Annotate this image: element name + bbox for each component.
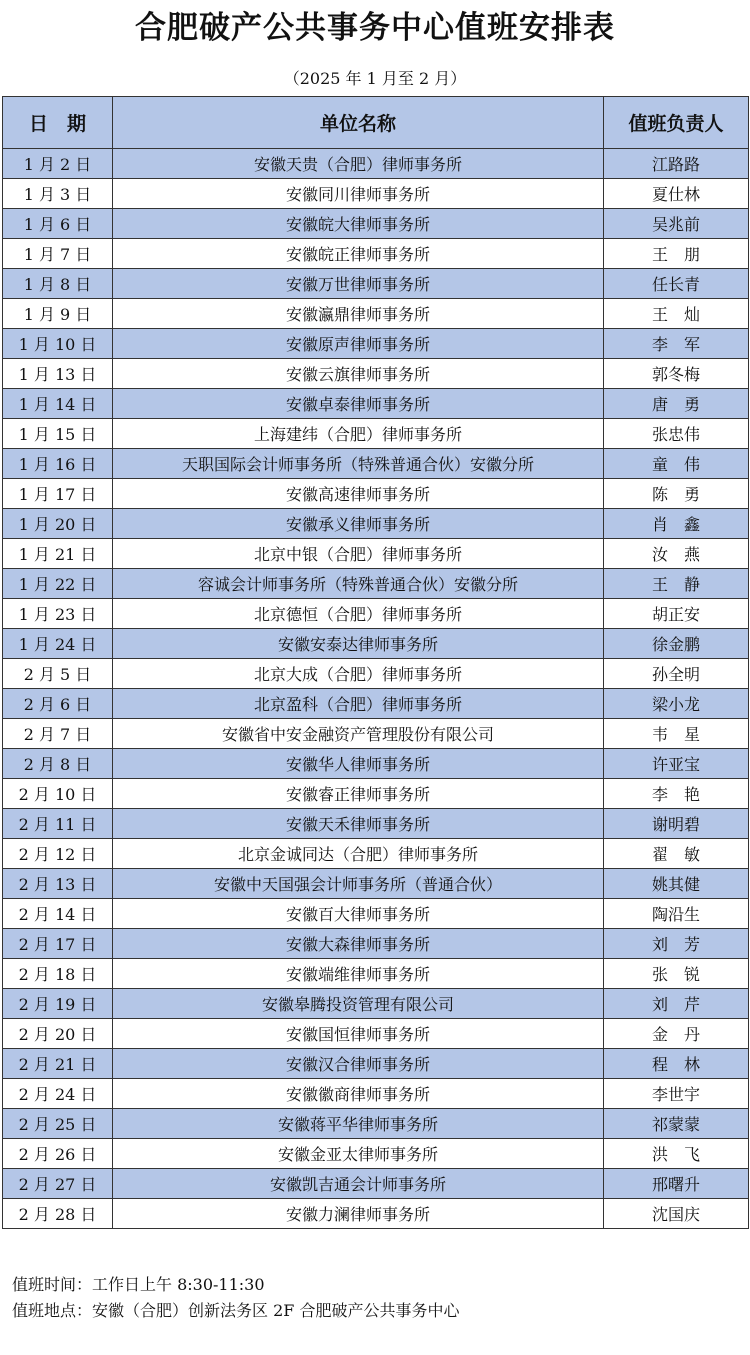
cell-duty-person: 张 锐 bbox=[604, 959, 749, 989]
cell-duty-person: 夏仕林 bbox=[604, 179, 749, 209]
table-body bbox=[3, 149, 749, 1229]
cell-date: 1 月 7 日 bbox=[3, 239, 113, 269]
cell-date: 1 月 15 日 bbox=[3, 419, 113, 449]
table-row bbox=[3, 749, 749, 779]
table-row bbox=[3, 1049, 749, 1079]
cell-unit-name: 安徽皖正律师事务所 bbox=[113, 239, 604, 269]
cell-duty-person: 汝 燕 bbox=[604, 539, 749, 569]
cell-date: 1 月 21 日 bbox=[3, 539, 113, 569]
cell-unit-name: 安徽瀛鼎律师事务所 bbox=[113, 299, 604, 329]
cell-date: 2 月 26 日 bbox=[3, 1139, 113, 1169]
cell-duty-person: 王 静 bbox=[604, 569, 749, 599]
header-unit-name: 单位名称 bbox=[113, 97, 604, 149]
cell-unit-name: 安徽天贵（合肥）律师事务所 bbox=[113, 149, 604, 179]
cell-date: 1 月 2 日 bbox=[3, 149, 113, 179]
cell-duty-person: 谢明碧 bbox=[604, 809, 749, 839]
cell-date: 2 月 7 日 bbox=[3, 719, 113, 749]
cell-unit-name: 安徽同川律师事务所 bbox=[113, 179, 604, 209]
cell-date: 2 月 14 日 bbox=[3, 899, 113, 929]
cell-duty-person: 张忠伟 bbox=[604, 419, 749, 449]
cell-duty-person: 陶沿生 bbox=[604, 899, 749, 929]
cell-date: 2 月 25 日 bbox=[3, 1109, 113, 1139]
cell-duty-person: 任长青 bbox=[604, 269, 749, 299]
header-duty-person: 值班负责人 bbox=[604, 97, 749, 149]
cell-duty-person: 吴兆前 bbox=[604, 209, 749, 239]
cell-unit-name: 安徽国恒律师事务所 bbox=[113, 1019, 604, 1049]
duty-place-note: 值班地点：安徽（合肥）创新法务区 2F 合肥破产公共事务中心 bbox=[12, 1301, 460, 1320]
cell-duty-person: 许亚宝 bbox=[604, 749, 749, 779]
table-row bbox=[3, 299, 749, 329]
cell-duty-person: 祁蒙蒙 bbox=[604, 1109, 749, 1139]
cell-unit-name: 安徽万世律师事务所 bbox=[113, 269, 604, 299]
table-header-row bbox=[3, 97, 749, 149]
cell-date: 1 月 14 日 bbox=[3, 389, 113, 419]
cell-unit-name: 北京大成（合肥）律师事务所 bbox=[113, 659, 604, 689]
cell-unit-name: 安徽卓泰律师事务所 bbox=[113, 389, 604, 419]
cell-date: 1 月 10 日 bbox=[3, 329, 113, 359]
cell-unit-name: 安徽承义律师事务所 bbox=[113, 509, 604, 539]
cell-unit-name: 安徽金亚太律师事务所 bbox=[113, 1139, 604, 1169]
cell-duty-person: 程 林 bbox=[604, 1049, 749, 1079]
cell-unit-name: 安徽睿正律师事务所 bbox=[113, 779, 604, 809]
page-subtitle: （2025 年 1 月至 2 月） bbox=[283, 69, 467, 88]
cell-date: 2 月 20 日 bbox=[3, 1019, 113, 1049]
cell-unit-name: 北京德恒（合肥）律师事务所 bbox=[113, 599, 604, 629]
table-row bbox=[3, 209, 749, 239]
cell-duty-person: 沈国庆 bbox=[604, 1199, 749, 1229]
cell-duty-person: 翟 敏 bbox=[604, 839, 749, 869]
cell-date: 1 月 17 日 bbox=[3, 479, 113, 509]
table-row bbox=[3, 809, 749, 839]
cell-date: 2 月 18 日 bbox=[3, 959, 113, 989]
table-row bbox=[3, 929, 749, 959]
cell-unit-name: 安徽省中安金融资产管理股份有限公司 bbox=[113, 719, 604, 749]
duty-schedule-table bbox=[2, 96, 749, 1229]
cell-date: 1 月 6 日 bbox=[3, 209, 113, 239]
table-row bbox=[3, 479, 749, 509]
cell-date: 2 月 24 日 bbox=[3, 1079, 113, 1109]
cell-date: 2 月 13 日 bbox=[3, 869, 113, 899]
cell-unit-name: 北京盈科（合肥）律师事务所 bbox=[113, 689, 604, 719]
cell-date: 2 月 28 日 bbox=[3, 1199, 113, 1229]
table-row bbox=[3, 629, 749, 659]
table-row bbox=[3, 689, 749, 719]
table-row bbox=[3, 1199, 749, 1229]
cell-duty-person: 李 艳 bbox=[604, 779, 749, 809]
cell-unit-name: 安徽安泰达律师事务所 bbox=[113, 629, 604, 659]
cell-duty-person: 刘 芹 bbox=[604, 989, 749, 1019]
table-row bbox=[3, 389, 749, 419]
cell-unit-name: 安徽力澜律师事务所 bbox=[113, 1199, 604, 1229]
table-row bbox=[3, 179, 749, 209]
cell-date: 1 月 13 日 bbox=[3, 359, 113, 389]
cell-duty-person: 唐 勇 bbox=[604, 389, 749, 419]
table-row bbox=[3, 1139, 749, 1169]
cell-duty-person: 童 伟 bbox=[604, 449, 749, 479]
cell-duty-person: 李世宇 bbox=[604, 1079, 749, 1109]
cell-duty-person: 王 朋 bbox=[604, 239, 749, 269]
cell-unit-name: 上海建纬（合肥）律师事务所 bbox=[113, 419, 604, 449]
cell-date: 2 月 6 日 bbox=[3, 689, 113, 719]
cell-duty-person: 肖 鑫 bbox=[604, 509, 749, 539]
table-row bbox=[3, 419, 749, 449]
table-row bbox=[3, 449, 749, 479]
cell-date: 2 月 21 日 bbox=[3, 1049, 113, 1079]
table-row bbox=[3, 569, 749, 599]
cell-unit-name: 安徽天禾律师事务所 bbox=[113, 809, 604, 839]
cell-date: 2 月 17 日 bbox=[3, 929, 113, 959]
table-row bbox=[3, 719, 749, 749]
cell-date: 2 月 8 日 bbox=[3, 749, 113, 779]
cell-duty-person: 洪 飞 bbox=[604, 1139, 749, 1169]
cell-duty-person: 陈 勇 bbox=[604, 479, 749, 509]
cell-unit-name: 安徽凯吉通会计师事务所 bbox=[113, 1169, 604, 1199]
cell-unit-name: 安徽中天国强会计师事务所（普通合伙） bbox=[113, 869, 604, 899]
cell-unit-name: 安徽皋腾投资管理有限公司 bbox=[113, 989, 604, 1019]
table-row bbox=[3, 779, 749, 809]
cell-unit-name: 安徽高速律师事务所 bbox=[113, 479, 604, 509]
table-row bbox=[3, 1079, 749, 1109]
cell-duty-person: 李 军 bbox=[604, 329, 749, 359]
cell-duty-person: 郭冬梅 bbox=[604, 359, 749, 389]
table-row bbox=[3, 239, 749, 269]
cell-unit-name: 安徽端维律师事务所 bbox=[113, 959, 604, 989]
cell-unit-name: 安徽百大律师事务所 bbox=[113, 899, 604, 929]
cell-date: 1 月 23 日 bbox=[3, 599, 113, 629]
cell-unit-name: 北京中银（合肥）律师事务所 bbox=[113, 539, 604, 569]
cell-duty-person: 邢曙升 bbox=[604, 1169, 749, 1199]
cell-unit-name: 安徽华人律师事务所 bbox=[113, 749, 604, 779]
header-date: 日 期 bbox=[3, 97, 113, 149]
table-row bbox=[3, 329, 749, 359]
table-row bbox=[3, 1169, 749, 1199]
table-row bbox=[3, 1109, 749, 1139]
cell-date: 1 月 8 日 bbox=[3, 269, 113, 299]
cell-duty-person: 胡正安 bbox=[604, 599, 749, 629]
cell-unit-name: 天职国际会计师事务所（特殊普通合伙）安徽分所 bbox=[113, 449, 604, 479]
cell-date: 1 月 20 日 bbox=[3, 509, 113, 539]
cell-duty-person: 江路路 bbox=[604, 149, 749, 179]
cell-unit-name: 安徽大森律师事务所 bbox=[113, 929, 604, 959]
cell-date: 1 月 9 日 bbox=[3, 299, 113, 329]
table-row bbox=[3, 959, 749, 989]
table-row bbox=[3, 149, 749, 179]
table-row bbox=[3, 989, 749, 1019]
cell-date: 1 月 24 日 bbox=[3, 629, 113, 659]
cell-unit-name: 安徽云旗律师事务所 bbox=[113, 359, 604, 389]
cell-date: 2 月 27 日 bbox=[3, 1169, 113, 1199]
cell-unit-name: 安徽汉合律师事务所 bbox=[113, 1049, 604, 1079]
cell-duty-person: 金 丹 bbox=[604, 1019, 749, 1049]
table-row bbox=[3, 539, 749, 569]
table-row bbox=[3, 839, 749, 869]
table-row bbox=[3, 269, 749, 299]
cell-date: 2 月 10 日 bbox=[3, 779, 113, 809]
table-row bbox=[3, 899, 749, 929]
cell-date: 1 月 22 日 bbox=[3, 569, 113, 599]
cell-unit-name: 北京金诚同达（合肥）律师事务所 bbox=[113, 839, 604, 869]
cell-duty-person: 韦 星 bbox=[604, 719, 749, 749]
table-row bbox=[3, 1019, 749, 1049]
cell-date: 1 月 16 日 bbox=[3, 449, 113, 479]
cell-duty-person: 徐金鹏 bbox=[604, 629, 749, 659]
cell-date: 2 月 19 日 bbox=[3, 989, 113, 1019]
cell-duty-person: 孙全明 bbox=[604, 659, 749, 689]
cell-unit-name: 安徽蒋平华律师事务所 bbox=[113, 1109, 604, 1139]
table-row bbox=[3, 599, 749, 629]
cell-duty-person: 姚其健 bbox=[604, 869, 749, 899]
cell-date: 1 月 3 日 bbox=[3, 179, 113, 209]
duty-time-note: 值班时间：工作日上午 8:30-11:30 bbox=[12, 1275, 265, 1294]
table-row bbox=[3, 509, 749, 539]
table-row bbox=[3, 359, 749, 389]
page-title: 合肥破产公共事务中心值班安排表 bbox=[135, 10, 615, 46]
cell-date: 2 月 11 日 bbox=[3, 809, 113, 839]
cell-unit-name: 安徽皖大律师事务所 bbox=[113, 209, 604, 239]
table-row bbox=[3, 869, 749, 899]
cell-duty-person: 王 灿 bbox=[604, 299, 749, 329]
cell-date: 2 月 12 日 bbox=[3, 839, 113, 869]
cell-unit-name: 安徽原声律师事务所 bbox=[113, 329, 604, 359]
cell-duty-person: 梁小龙 bbox=[604, 689, 749, 719]
cell-unit-name: 容诚会计师事务所（特殊普通合伙）安徽分所 bbox=[113, 569, 604, 599]
cell-unit-name: 安徽徽商律师事务所 bbox=[113, 1079, 604, 1109]
cell-duty-person: 刘 芳 bbox=[604, 929, 749, 959]
cell-date: 2 月 5 日 bbox=[3, 659, 113, 689]
table-row bbox=[3, 659, 749, 689]
